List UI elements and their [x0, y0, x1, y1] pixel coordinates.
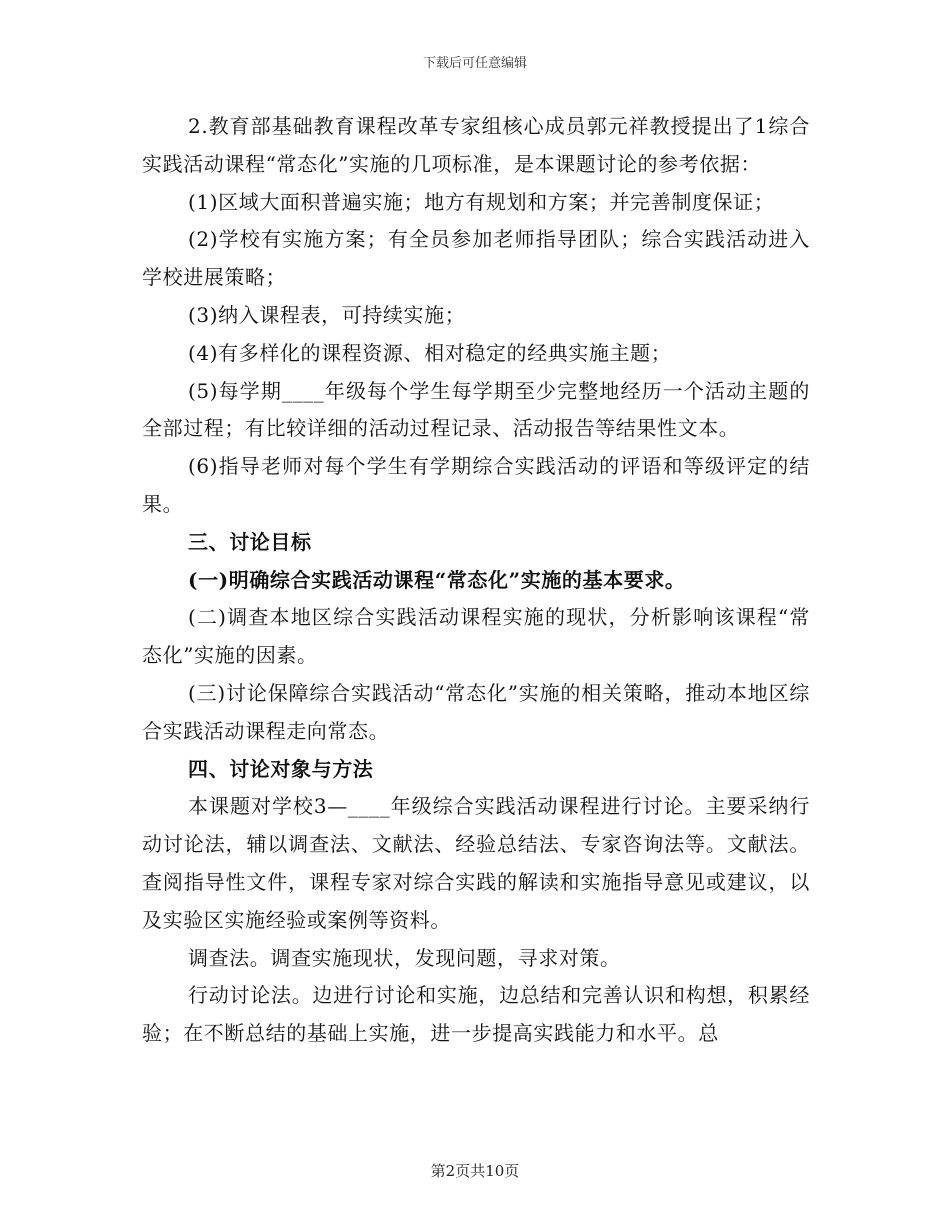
paragraph-reference-basis: 2.教育部基础教育课程改革专家组核心成员郭元祥教授提出了1综合实践活动课程“常态化”实施的几项标准，是本课题讨论的参考依据： — [142, 114, 810, 176]
page-header: 下载后可任意编辑 — [422, 56, 527, 71]
subheading-goal-1: (一)明确综合实践活动课程“常态化”实施的基本要求。 — [188, 567, 686, 592]
document-body — [142, 108, 810, 1053]
list-item-6: (6)指导老师对每个学生有学期综合实践活动的评语和等级评定的结果。 — [142, 454, 810, 516]
list-item-3: (3)纳入课程表，可持续实施； — [188, 302, 466, 327]
list-item-5: (5)每学期____年级每个学生每学期至少完整地经历一个活动主题的全部过程；有比较详细的活动过程记录、活动报告等结果性文本。 — [142, 378, 810, 441]
list-item-2: (2)学校有实施方案；有全员参加老师指导团队；综合实践活动进入学校进展策略； — [142, 227, 810, 290]
paragraph-goal-3: (三)讨论保障综合实践活动“常态化”实施的相关策略，推动本地区综合实践活动课程走向常态。 — [142, 680, 810, 743]
section-heading-goals: 三、讨论目标 — [188, 529, 312, 554]
list-item-4: (4)有多样化的课程资源、相对稳定的经典实施主题； — [188, 340, 672, 365]
paragraph-methods-overview: 本课题对学校3—____年级综合实践活动课程进行讨论。主要采纳行动讨论法，辅以调查法、文献法、经验总结法、专家咨询法等。文献法。查阅指导性文件，课程专家对综合实践的解读和实施指导意见或建议，以及实验区实施经验或案例等资料。 — [142, 794, 810, 932]
list-item-1: (1)区域大面积普遍实施；地方有规划和方案；并完善制度保证； — [188, 189, 775, 214]
paragraph-survey-method: 调查法。调查实施现状，发现问题，寻求对策。 — [188, 945, 621, 970]
section-heading-methods: 四、讨论对象与方法 — [188, 756, 374, 781]
page-number: 第2页共10页 — [430, 1162, 520, 1180]
paragraph-goal-2: (二)调查本地区综合实践活动课程实施的现状，分析影响该课程“常态化”实施的因素。 — [142, 605, 810, 668]
paragraph-action-research: 行动讨论法。边进行讨论和实施，边总结和完善认识和构想，积累经验；在不断总结的基础上实施，进一步提高实践能力和水平。总 — [142, 983, 810, 1046]
